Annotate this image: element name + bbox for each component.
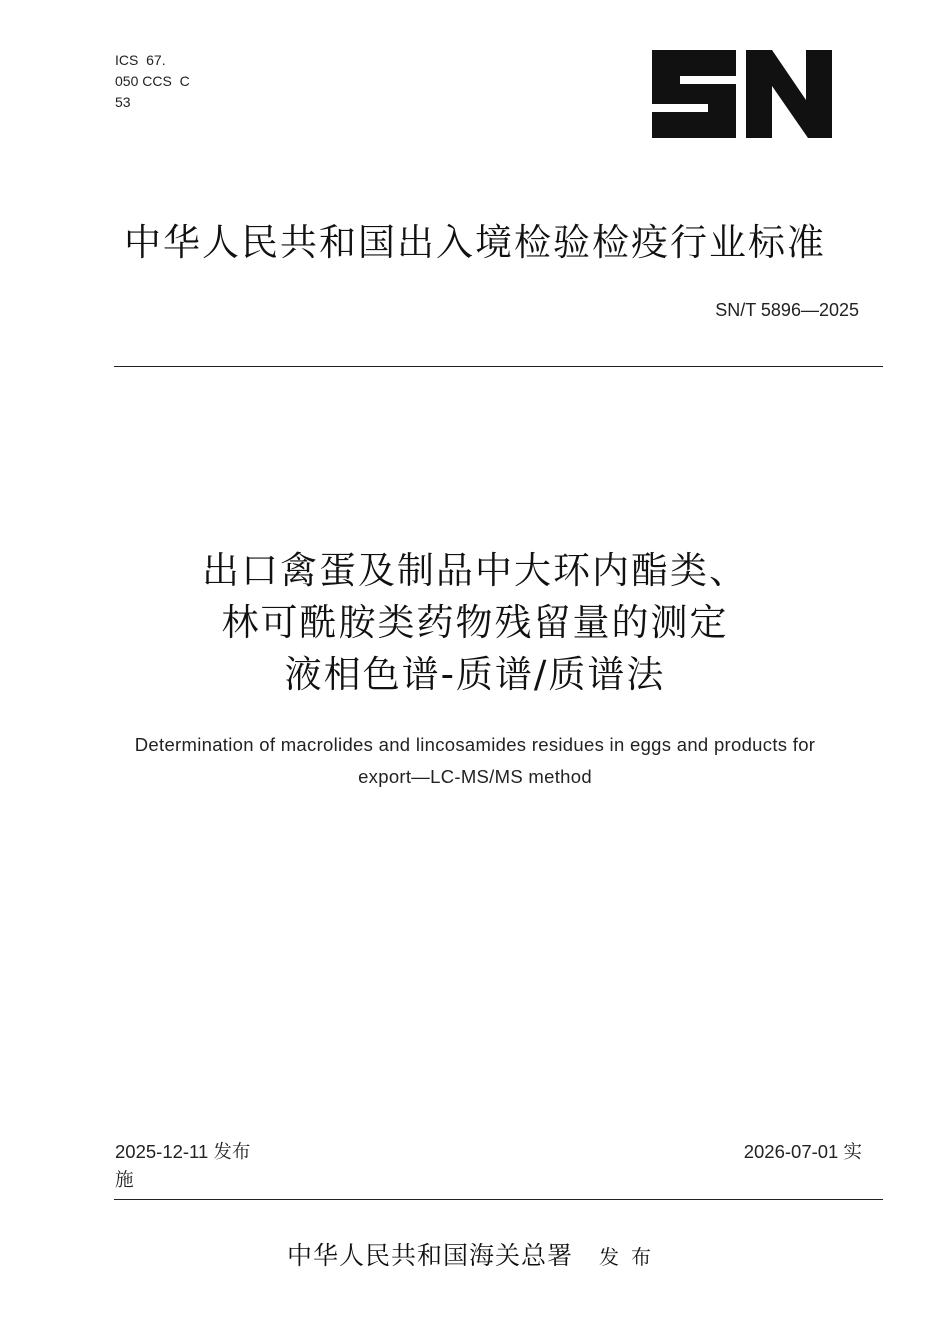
chinese-title-line-3: 液相色谱-质谱/质谱法 [284, 653, 666, 696]
publisher-line [0, 1236, 950, 1272]
ics-line-1: ICS 67. [115, 52, 166, 68]
publisher-name: 中华人民共和国海关总署 [286, 1241, 573, 1270]
publish-action: 发布 [599, 1245, 663, 1269]
issue-date-line-2: 施 [115, 1169, 134, 1190]
industry-standard-title: 中华人民共和国出入境检验检疫行业标准 [124, 221, 826, 264]
chinese-title [0, 545, 950, 701]
ics-line-2: 050 CCS C [115, 73, 190, 89]
standard-number: SN/T 5896—2025 [715, 300, 859, 320]
english-title-line-2: export—LC-MS/MS method [358, 766, 592, 787]
implementation-date: 2026-07-01 实 [743, 1141, 862, 1162]
sn-logo [650, 46, 834, 142]
chinese-title-line-2: 林可酰胺类药物残留量的测定 [221, 601, 729, 644]
ics-ccs-codes [115, 50, 225, 113]
english-title-line-1: Determination of macrolides and lincosamides residues in eggs and products for [134, 734, 816, 755]
top-divider [114, 366, 883, 367]
issue-date [115, 1138, 250, 1194]
english-title [60, 729, 890, 793]
issue-date-line-1: 2025-12-11 发布 [115, 1141, 251, 1162]
ics-line-3: 53 [115, 94, 131, 110]
chinese-title-line-1: 出口禽蛋及制品中大环内酯类、 [202, 549, 748, 592]
bottom-divider [114, 1199, 883, 1200]
